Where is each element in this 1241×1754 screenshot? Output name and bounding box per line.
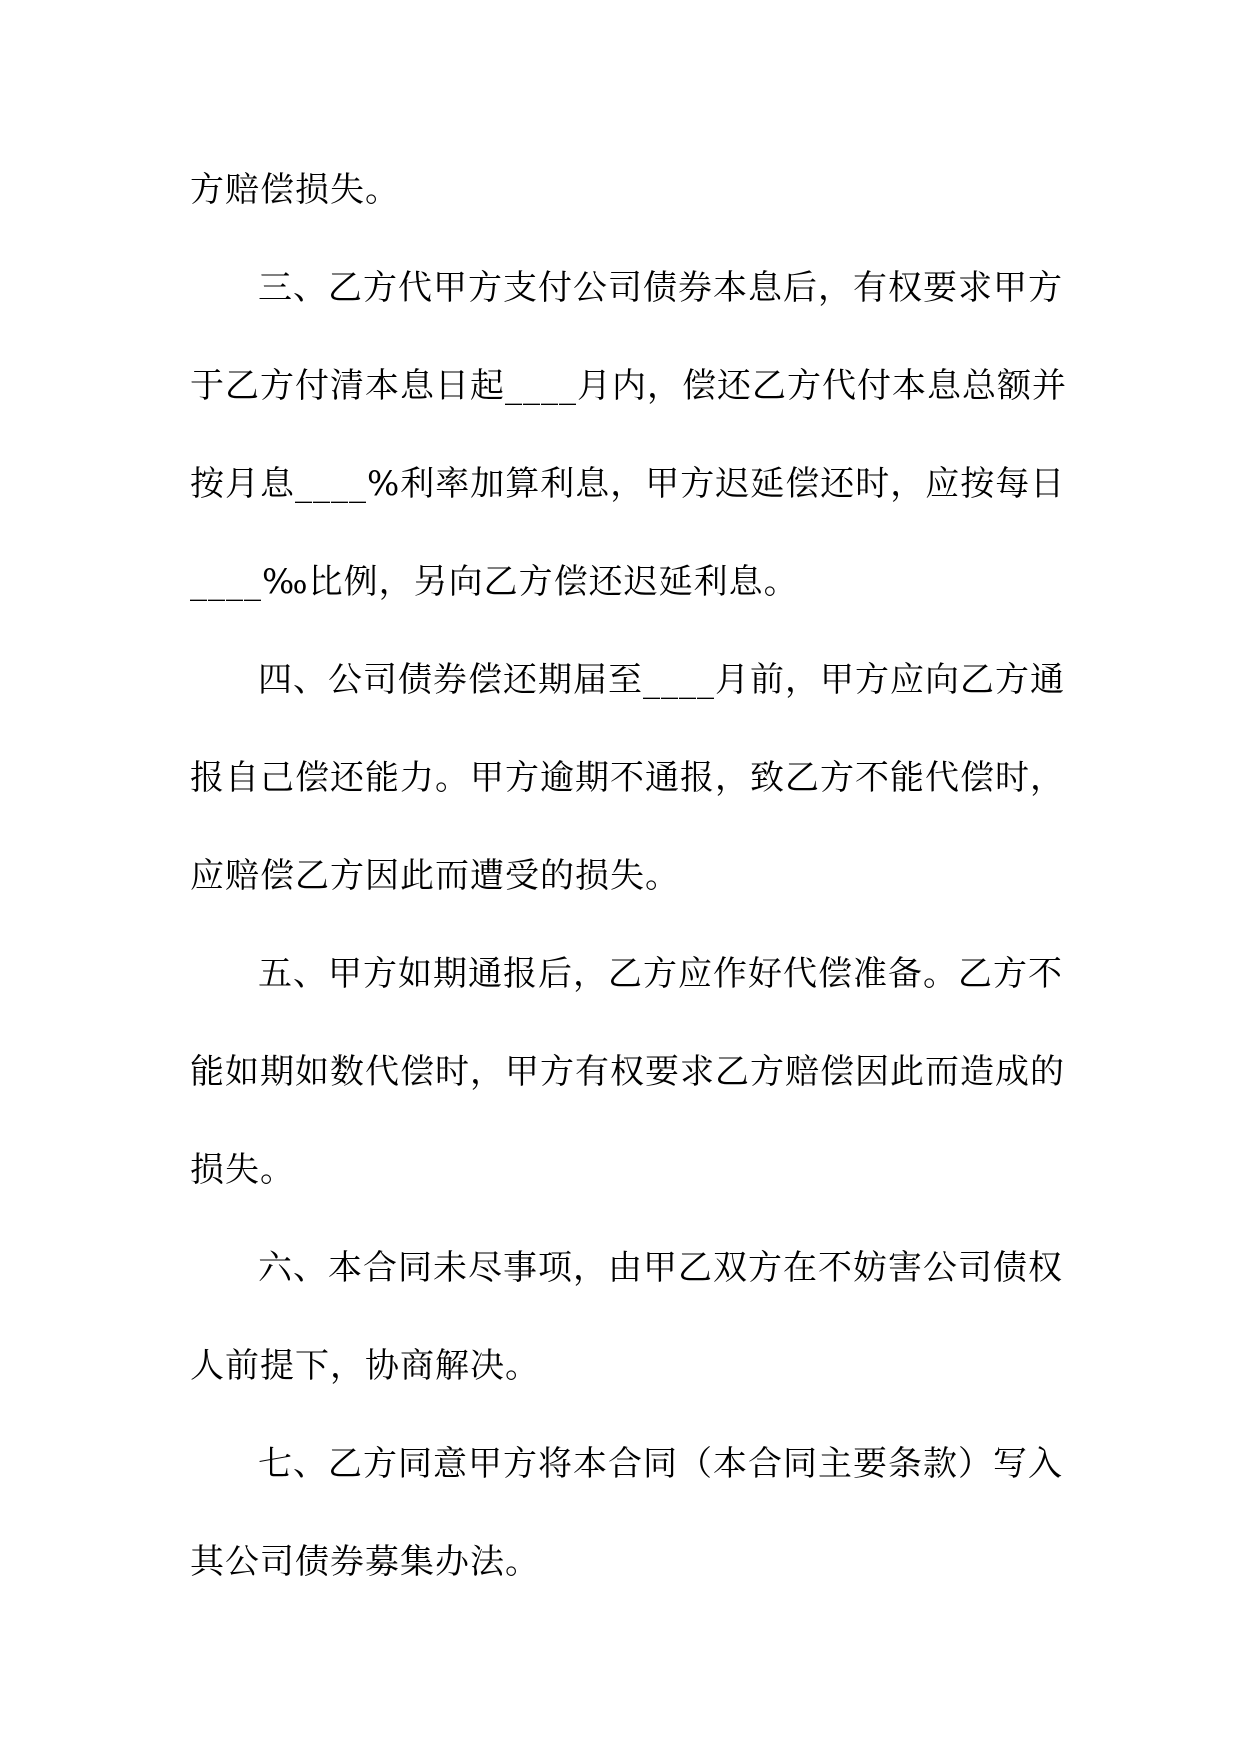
text-line: 于乙方付清本息日起____月内，偿还乙方代付本息总额并 [190,366,1067,406]
text-line: 人前提下，协商解决。 [190,1346,540,1386]
text-line: 按月息____%利率加算利息，甲方迟延偿还时，应按每日 [190,464,1066,504]
text-line: 三、乙方代甲方支付公司债券本息后，有权要求甲方 [258,268,1063,308]
paragraph-clause-3 [190,268,1067,660]
text-line: 损失。 [190,1150,295,1190]
text-line: 五、甲方如期通报后，乙方应作好代偿准备。乙方不 [258,954,1063,994]
text-line: 方赔偿损失。 [190,170,400,210]
text-line: 能如期如数代偿时，甲方有权要求乙方赔偿因此而造成的 [190,1052,1065,1092]
paragraph-clause-6 [190,1248,1063,1444]
paragraph-clause-7 [190,1444,1063,1640]
paragraph-clause-5 [190,954,1065,1248]
text-line: ____‰比例，另向乙方偿还迟延利息。 [190,562,799,602]
paragraph-clause-4 [190,660,1065,954]
document-body [190,170,1067,1640]
text-line: 七、乙方同意甲方将本合同（本合同主要条款）写入 [258,1444,1063,1484]
text-line: 六、本合同未尽事项，由甲乙双方在不妨害公司债权 [258,1248,1063,1288]
text-line: 应赔偿乙方因此而遭受的损失。 [190,856,680,896]
text-line: 四、公司债券偿还期届至____月前，甲方应向乙方通 [258,660,1065,700]
paragraph-continuation [190,170,1030,268]
text-line: 其公司债券募集办法。 [190,1542,540,1582]
text-line: 报自己偿还能力。甲方逾期不通报，致乙方不能代偿时， [190,758,1065,798]
